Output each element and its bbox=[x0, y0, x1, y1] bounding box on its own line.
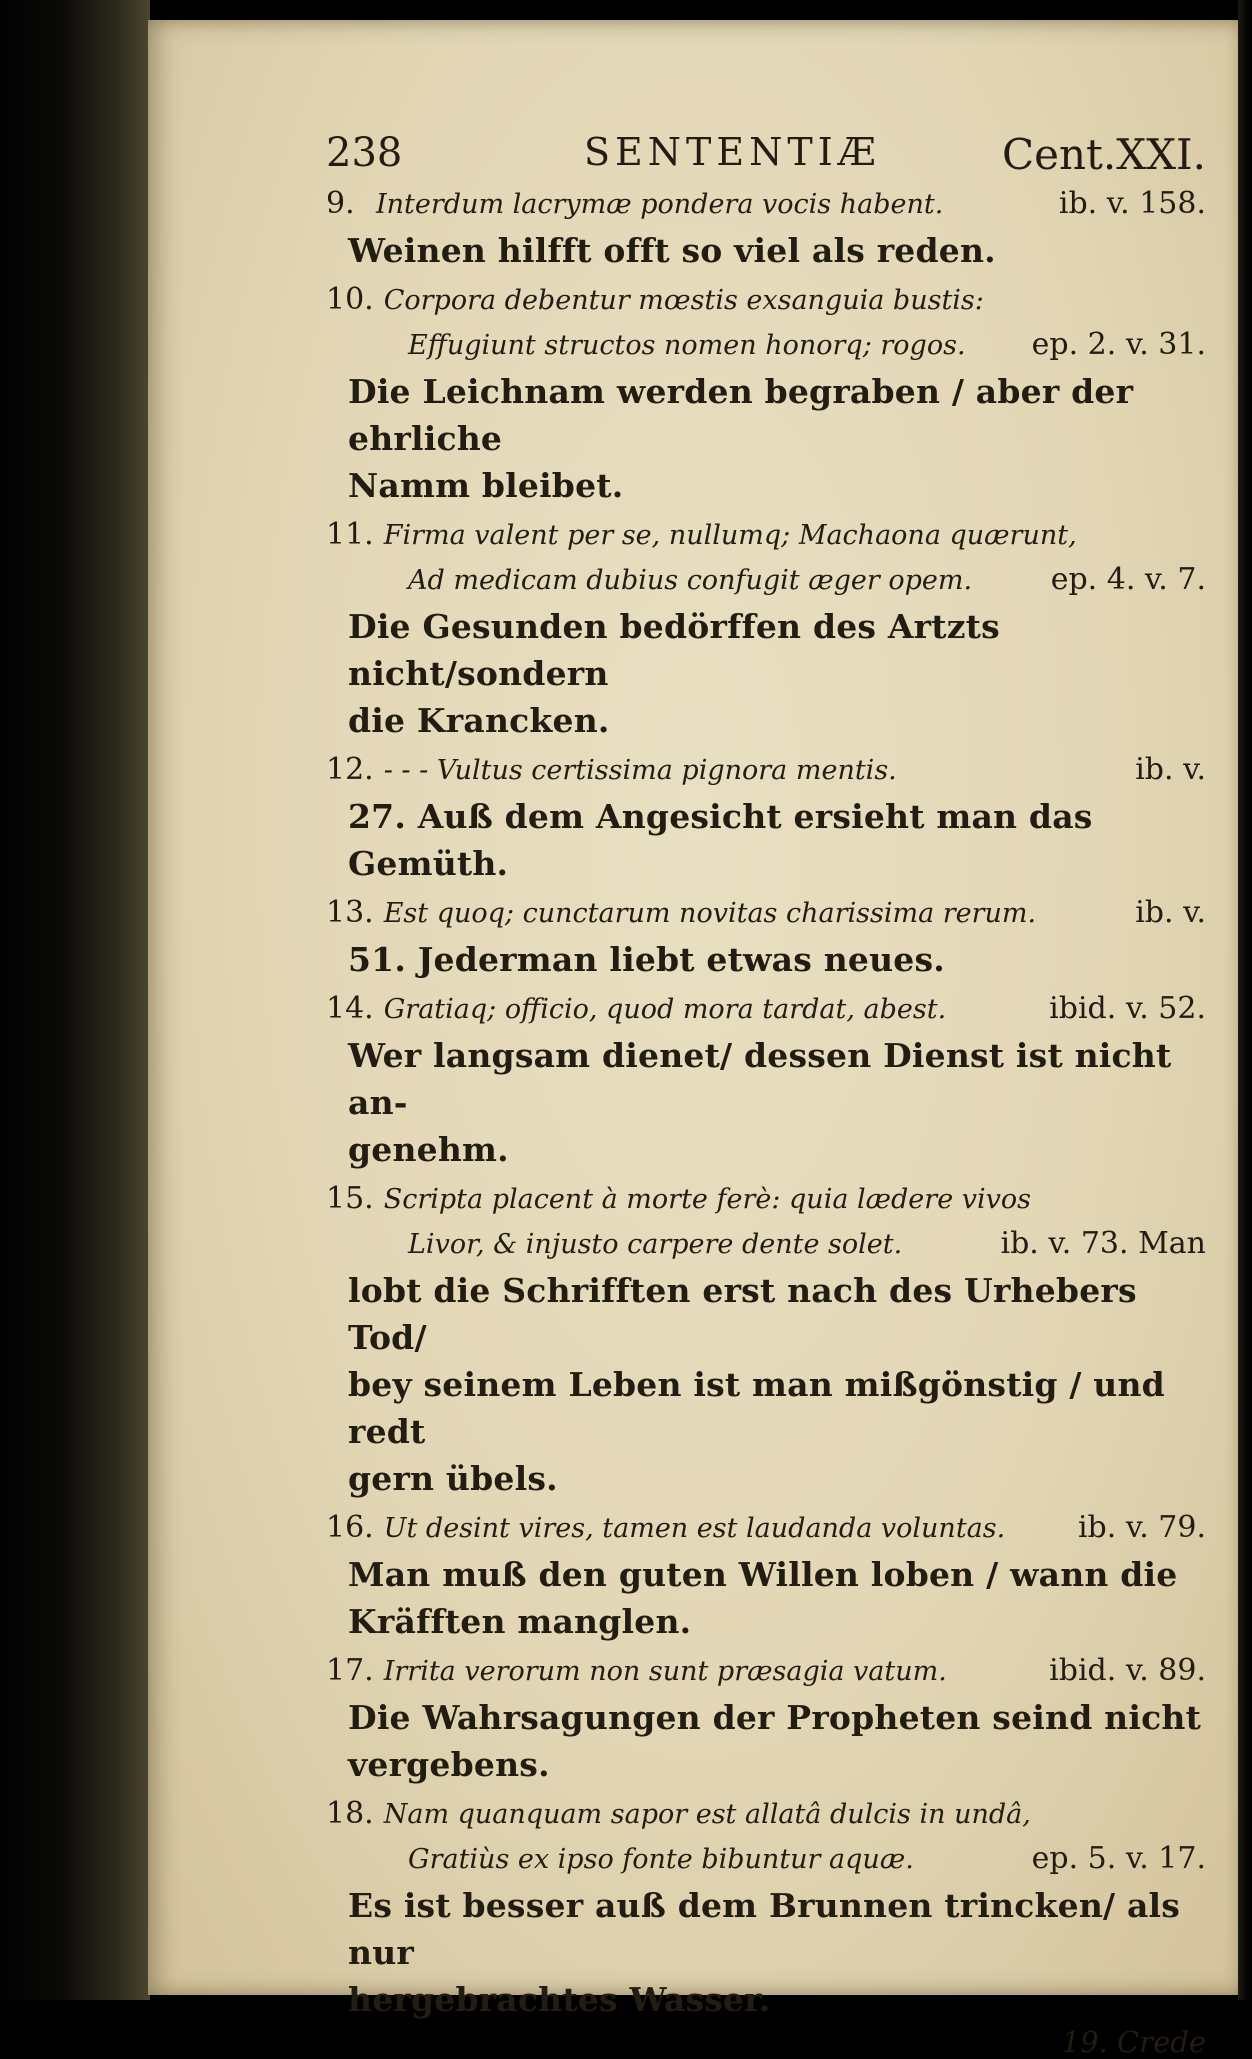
page-edge bbox=[1238, 0, 1252, 2000]
german-translation-line: hergebrachtes Wasser. bbox=[348, 1980, 771, 2019]
verse-reference: ep. 5. v. 17. bbox=[1031, 1841, 1206, 1876]
sentence-entry bbox=[326, 1649, 1206, 1788]
latin-line bbox=[326, 1649, 1206, 1694]
catchword: 19. Crede bbox=[1061, 2025, 1206, 2059]
german-translation-line: Die Leichnam werden begraben / aber der ehrliche bbox=[348, 372, 1134, 458]
verse-reference: ibid. v. 89. bbox=[1049, 1653, 1206, 1688]
german-translation-line: gern übels. bbox=[348, 1459, 558, 1498]
latin-text: Interdum lacrymæ pondera vocis habent. bbox=[376, 189, 944, 220]
verse-reference: ibid. v. 52. bbox=[1049, 991, 1206, 1026]
latin-text: Ad medicam dubius confugit æger opem. bbox=[408, 565, 973, 596]
sentence-entry bbox=[326, 891, 1206, 983]
latin-text: Est quoq; cunctarum novitas charissima rerum. bbox=[383, 898, 1037, 929]
latin-line bbox=[326, 748, 1206, 793]
latin-line bbox=[326, 1177, 1206, 1222]
latin-line bbox=[326, 891, 1206, 936]
verse-reference: ib. v. bbox=[1135, 895, 1206, 930]
sentence-entry bbox=[326, 987, 1206, 1173]
sentence-entry bbox=[326, 278, 1206, 509]
verse-reference: ep. 4. v. 7. bbox=[1050, 562, 1206, 597]
german-translation-line: Weinen hilfft offt so viel als reden. bbox=[348, 231, 996, 270]
running-title: SENTENTIÆ bbox=[584, 130, 881, 174]
german-translation-line: Die Wahrsagungen der Propheten seind nicht bbox=[348, 1698, 1202, 1737]
verse-reference: ep. 2. v. 31. bbox=[1031, 327, 1206, 362]
entry-number: 14. bbox=[326, 991, 374, 1026]
latin-text: Gratiaq; officio, quod mora tardat, abest. bbox=[383, 994, 947, 1025]
latin-text: Irrita verorum non sunt præsagia vatum. bbox=[383, 1656, 947, 1687]
entry-number: 9. bbox=[326, 186, 355, 221]
latin-text: Gratiùs ex ipso fonte bibuntur aquæ. bbox=[408, 1844, 914, 1875]
german-translation-line: bey seinem Leben ist man mißgönstig / und redt bbox=[348, 1365, 1165, 1451]
entry-number: 16. bbox=[326, 1510, 374, 1545]
german-translation-line: Man muß den guten Willen loben / wann die bbox=[348, 1555, 1178, 1594]
entry-number: 12. bbox=[326, 752, 374, 787]
german-translation-line: Kräfften manglen. bbox=[348, 1602, 692, 1641]
latin-text: Firma valent per se, nullumq; Machaona quærunt, bbox=[383, 520, 1077, 551]
latin-line bbox=[326, 513, 1206, 558]
sentence-list bbox=[326, 182, 1206, 2023]
german-translation-line: Die Gesunden bedörffen des Artzts nicht/sondern bbox=[348, 607, 1000, 693]
german-translation-line: 51. Jederman liebt etwas neues. bbox=[348, 940, 945, 979]
latin-line bbox=[326, 987, 1206, 1032]
page-header bbox=[326, 120, 1206, 178]
german-translation-line: vergebens. bbox=[348, 1745, 550, 1784]
top-margin bbox=[0, 0, 1252, 22]
latin-text: - - - Vultus certissima pignora mentis. bbox=[383, 755, 897, 786]
page-text bbox=[326, 120, 1206, 2059]
entry-number: 18. bbox=[326, 1796, 374, 1831]
latin-text: Ut desint vires, tamen est laudanda voluntas. bbox=[383, 1513, 1006, 1544]
latin-text: Scripta placent à morte ferè: quia lædere vivos bbox=[383, 1184, 1032, 1215]
page-number: 238 bbox=[326, 130, 403, 176]
verse-reference: ib. v. bbox=[1135, 752, 1206, 787]
verse-reference: ib. v. 79. bbox=[1077, 1510, 1206, 1545]
german-translation-line: genehm. bbox=[348, 1130, 509, 1169]
german-translation-line: die Krancken. bbox=[348, 701, 610, 740]
german-translation-line: lobt die Schrifften erst nach des Urhebers Tod/ bbox=[348, 1271, 1137, 1357]
book-gutter bbox=[0, 0, 150, 2000]
latin-text: Nam quanquam sapor est allatâ dulcis in undâ, bbox=[383, 1799, 1031, 1830]
german-translation-line: Es ist besser auß dem Brunnen trincken/ als nur bbox=[348, 1886, 1181, 1972]
entry-number: 11. bbox=[326, 517, 374, 552]
sentence-entry bbox=[326, 1506, 1206, 1645]
entry-number: 17. bbox=[326, 1653, 374, 1688]
latin-line bbox=[326, 278, 1206, 323]
sentence-entry bbox=[326, 748, 1206, 887]
section-label: Cent.XXI. bbox=[1001, 130, 1206, 179]
entry-number: 10. bbox=[326, 282, 374, 317]
latin-line bbox=[326, 1506, 1206, 1551]
latin-line bbox=[326, 182, 1206, 227]
latin-line bbox=[326, 323, 1206, 368]
latin-line bbox=[326, 558, 1206, 603]
latin-text: Livor, & injusto carpere dente solet. bbox=[408, 1229, 903, 1260]
latin-text: Effugiunt structos nomen honorq; rogos. bbox=[408, 330, 966, 361]
latin-line bbox=[326, 1837, 1206, 1882]
latin-line bbox=[326, 1792, 1206, 1837]
sentence-entry bbox=[326, 182, 1206, 274]
sentence-entry bbox=[326, 1792, 1206, 2023]
sentence-entry bbox=[326, 1177, 1206, 1502]
sentence-entry bbox=[326, 513, 1206, 744]
german-translation-line: Namm bleibet. bbox=[348, 466, 624, 505]
entry-number: 13. bbox=[326, 895, 374, 930]
latin-line bbox=[326, 1222, 1206, 1267]
german-translation-line: Wer langsam dienet/ dessen Dienst ist nicht an- bbox=[348, 1036, 1172, 1122]
german-translation-line: 27. Auß dem Angesicht ersieht man das Gemüth. bbox=[348, 797, 1093, 883]
latin-text: Corpora debentur mœstis exsanguia bustis: bbox=[383, 285, 984, 316]
entry-number: 15. bbox=[326, 1181, 374, 1216]
verse-reference: ib. v. 158. bbox=[1058, 186, 1206, 221]
verse-reference: ib. v. 73. Man bbox=[1000, 1226, 1206, 1261]
